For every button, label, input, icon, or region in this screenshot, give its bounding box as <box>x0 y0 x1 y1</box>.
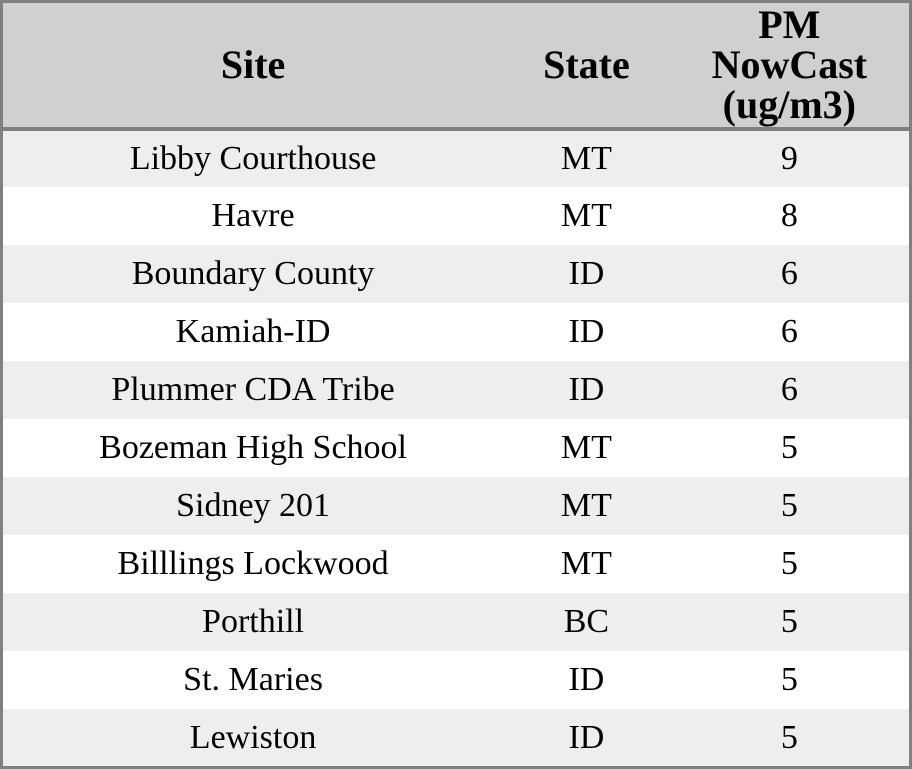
state-cell: MT <box>560 545 612 583</box>
table-body <box>2 129 911 768</box>
table-row <box>2 187 911 245</box>
state-cell: MT <box>560 139 612 177</box>
pm-nowcast-cell: 8 <box>780 196 798 234</box>
pm-nowcast-cell: 5 <box>780 603 798 641</box>
site-cell: Plummer CDA Tribe <box>111 370 395 408</box>
site-cell: Billlings Lockwood <box>117 545 389 583</box>
site-cell: Sidney 201 <box>176 487 331 524</box>
pm-nowcast-cell: 6 <box>780 312 798 350</box>
table-header-row <box>2 2 911 129</box>
pm-header-line-2: NowCast <box>711 41 868 87</box>
site-cell: Kamiah-ID <box>175 312 331 350</box>
table-row <box>2 303 911 361</box>
column-header-site: Site <box>2 2 504 129</box>
pm-nowcast-cell: 5 <box>780 487 798 524</box>
pm-nowcast-cell: 6 <box>780 254 798 292</box>
state-cell: ID <box>568 370 605 408</box>
state-cell: ID <box>568 312 605 350</box>
table-row <box>2 535 911 593</box>
state-cell: ID <box>568 661 605 699</box>
table-row <box>2 419 911 477</box>
pm-nowcast-cell: 5 <box>780 661 798 699</box>
pm-nowcast-cell: 5 <box>780 428 798 466</box>
table-row <box>2 593 911 651</box>
column-header-pm-nowcast <box>670 2 911 129</box>
pm-nowcast-cell: 9 <box>780 139 798 177</box>
table-row <box>2 129 911 187</box>
state-cell: MT <box>560 428 612 466</box>
column-header-state: State <box>503 2 670 129</box>
pm-header-line-1: PM <box>758 1 821 47</box>
site-cell: Bozeman High School <box>99 428 407 466</box>
table-header <box>2 2 911 129</box>
table-row <box>2 651 911 709</box>
state-cell: BC <box>563 603 610 641</box>
site-cell: Porthill <box>202 603 305 641</box>
state-cell: MT <box>560 487 612 524</box>
table-row <box>2 709 911 767</box>
state-cell: ID <box>568 718 605 756</box>
site-cell: St. Maries <box>183 661 323 699</box>
table-row <box>2 245 911 303</box>
pm-header-line-3: (ug/m3) <box>722 81 856 127</box>
pm-nowcast-cell: 5 <box>780 545 798 583</box>
state-cell: ID <box>568 254 605 292</box>
site-cell: Libby Courthouse <box>129 139 377 177</box>
site-cell: Boundary County <box>131 254 375 292</box>
site-cell: Havre <box>211 196 295 234</box>
site-cell: Lewiston <box>189 718 317 756</box>
pm-nowcast-cell: 6 <box>780 370 798 408</box>
pm-nowcast-cell: 5 <box>780 718 798 756</box>
state-cell: MT <box>560 196 612 234</box>
table-row <box>2 361 911 419</box>
table-row <box>2 477 911 535</box>
